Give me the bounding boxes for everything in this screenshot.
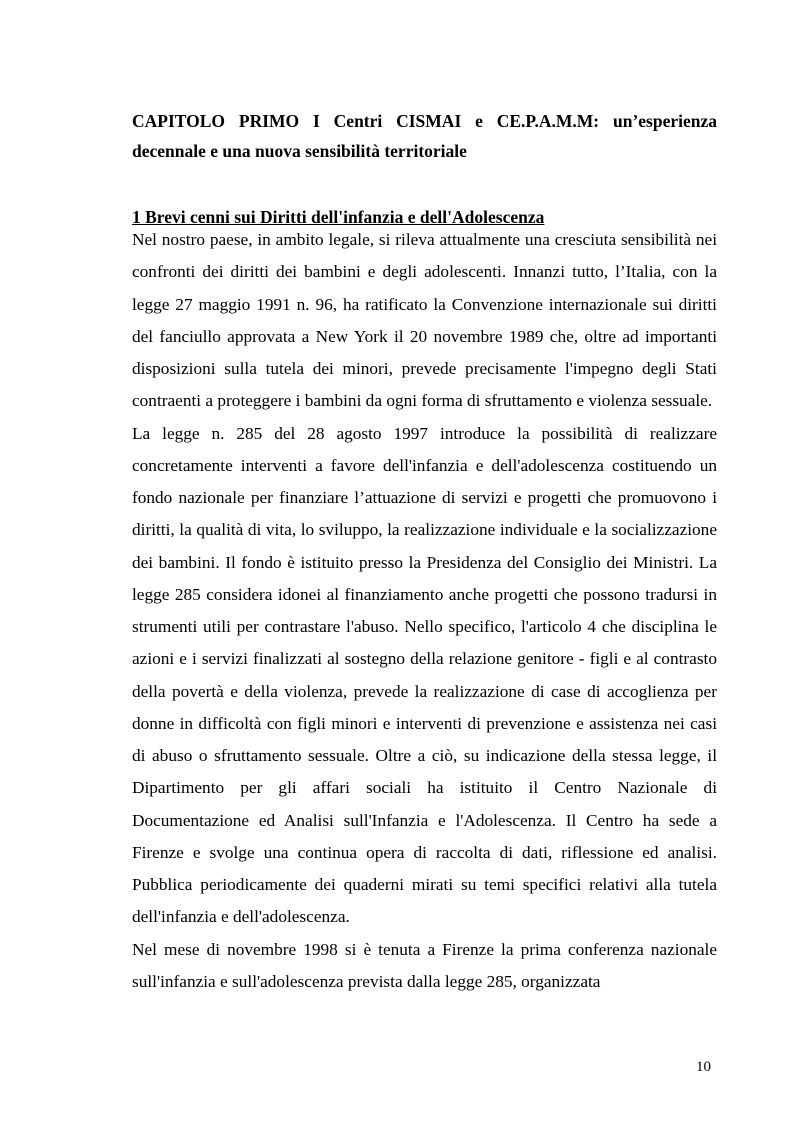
- section-heading: 1 Brevi cenni sui Diritti dell'infanzia e dell'Adolescenza: [132, 207, 545, 227]
- paragraph: Nel mese di novembre 1998 si è tenuta a Firenze la prima conferenza nazionale sull'infanzia e sull'adolescenza prevista dalla legge 285, organizzata: [132, 939, 717, 991]
- paragraph: Nel nostro paese, in ambito legale, si rileva attualmente una cresciuta sensibilità nei confronti dei diritti dei bambini e degli adolescenti. Innanzi tutto, l’Italia, con la legge 27 maggio 1991 n. 96, ha ratificato la Convenzione internazionale sui diritti del fanciullo approvata a New York il 20 novembre 1989 che, oltre ad importanti disposizioni sulla tutela dei minori, prevede precisamente l'impegno degli Stati contraenti a proteggere i bambini da ogni forma di sfruttamento e violenza sessuale.: [132, 230, 717, 411]
- paragraph: La legge n. 285 del 28 agosto 1997 introduce la possibilità di realizzare concretamente interventi a favore dell'infanzia e dell'adolescenza costituendo un fondo nazionale per finanziare l’attuazione di servizi e progetti che promuovono i diritti, la qualità di vita, lo sviluppo, la realizzazione individuale e la socializzazione dei bambini. Il fondo è istituito presso la Presidenza del Consiglio dei Ministri. La legge 285 considera idonei al finanziamento anche progetti che possono tradursi in strumenti utili per contrastare l'abuso. Nello specifico, l'articolo 4 che disciplina le azioni e i servizi finalizzati al sostegno della relazione genitore - figli e al contrasto della povertà e della violenza, prevede la realizzazione di case di accoglienza per donne in difficoltà con figli minori e interventi di prevenzione e assistenza nei casi di abuso o sfruttamento sessuale. Oltre a ciò, su indicazione della stessa legge, il Dipartimento per gli affari sociali ha istituito il Centro Nazionale di Documentazione ed Analisi sull'Infanzia e l'Adolescenza. Il Centro ha sede a Firenze e svolge una continua opera di raccolta di dati, riflessione ed analisi. Pubblica periodicamente dei quaderni mirati su temi specifici relativi alla tutela dell'infanzia e dell'adolescenza.: [132, 423, 717, 927]
- chapter-title: CAPITOLO PRIMO I Centri CISMAI e CE.P.A.M.M: un’esperienza decennale e una nuova sensibilità territoriale: [132, 111, 717, 161]
- body-text: [132, 224, 717, 998]
- page-number: 10: [696, 1059, 711, 1075]
